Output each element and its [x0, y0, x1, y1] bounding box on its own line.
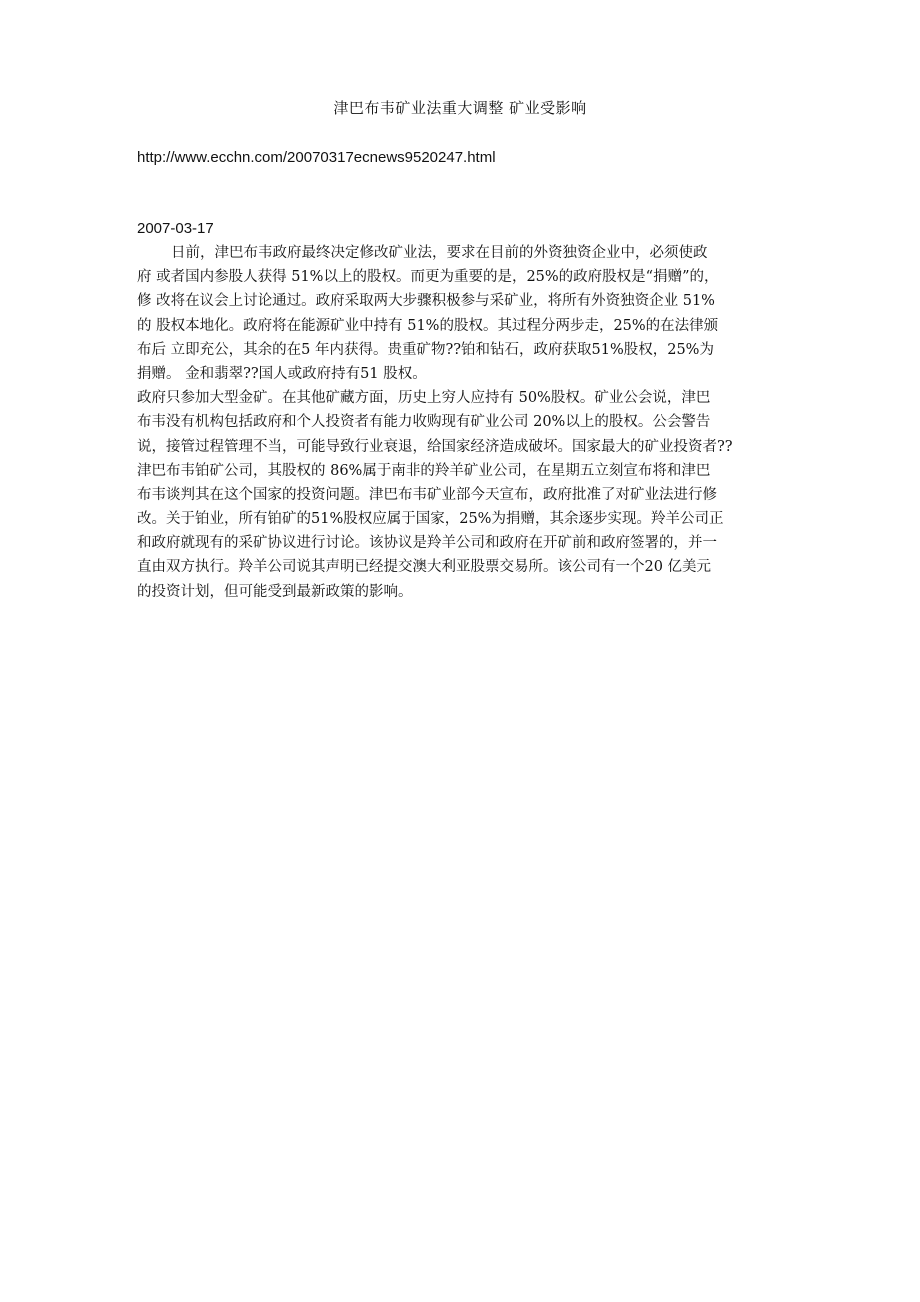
body-line: 日前，津巴布韦政府最终决定修改矿业法，要求在目前的外资独资企业中，必须使政	[171, 245, 708, 261]
article-date: 2007-03-17	[137, 220, 214, 237]
body-line: 改。关于铂业，所有铂矿的51%股权应属于国家，25%为捐赠，其余逐步实现。羚羊公司正	[137, 511, 724, 528]
source-url: http://www.ecchn.com/20070317ecnews9520247.html	[137, 149, 496, 166]
body-line: 布韦没有机构包括政府和个人投资者有能力收购现有矿业公司 20%以上的股权。公会警告	[137, 414, 711, 431]
body-line: 修 改将在议会上讨论通过。政府采取两大步骤积极参与采矿业，将所有外资独资企业 51%	[137, 293, 715, 310]
body-line: 捐赠。 金和翡翠??国人或政府持有51 股权。	[137, 365, 427, 382]
body-line: 和政府就现有的采矿协议进行讨论。该协议是羚羊公司和政府在开矿前和政府签署的，并一	[137, 535, 717, 552]
body-line: 布韦谈判其在这个国家的投资问题。津巴布韦矿业部今天宣布，政府批准了对矿业法进行修	[137, 486, 717, 503]
body-line: 的投资计划，但可能受到最新政策的影响。	[137, 583, 413, 600]
article-title: 津巴布韦矿业法重大调整 矿业受影响	[333, 99, 587, 117]
body-line: 津巴布韦铂矿公司，其股权的 86%属于南非的羚羊矿业公司，在星期五立刻宣布将和津巴	[137, 462, 711, 479]
body-line: 政府只参加大型金矿。在其他矿藏方面，历史上穷人应持有 50%股权。矿业公会说，津巴	[137, 390, 711, 407]
body-line: 直由双方执行。羚羊公司说其声明已经提交澳大利亚股票交易所。该公司有一个20 亿美元	[137, 559, 712, 576]
article-body	[137, 241, 797, 604]
body-line: 的 股权本地化。政府将在能源矿业中持有 51%的股权。其过程分两步走，25%的在法律颁	[137, 317, 719, 334]
body-line: 说，接管过程管理不当，可能导致行业衰退，给国家经济造成破坏。国家最大的矿业投资者??	[137, 438, 733, 455]
body-line: 布后 立即充公，其余的在5 年内获得。贵重矿物??铂和钻石，政府获取51%股权，25%为	[137, 341, 714, 358]
body-line: 府 或者国内参股人获得 51%以上的股权。而更为重要的是，25%的政府股权是“捐赠”的，	[137, 269, 719, 286]
